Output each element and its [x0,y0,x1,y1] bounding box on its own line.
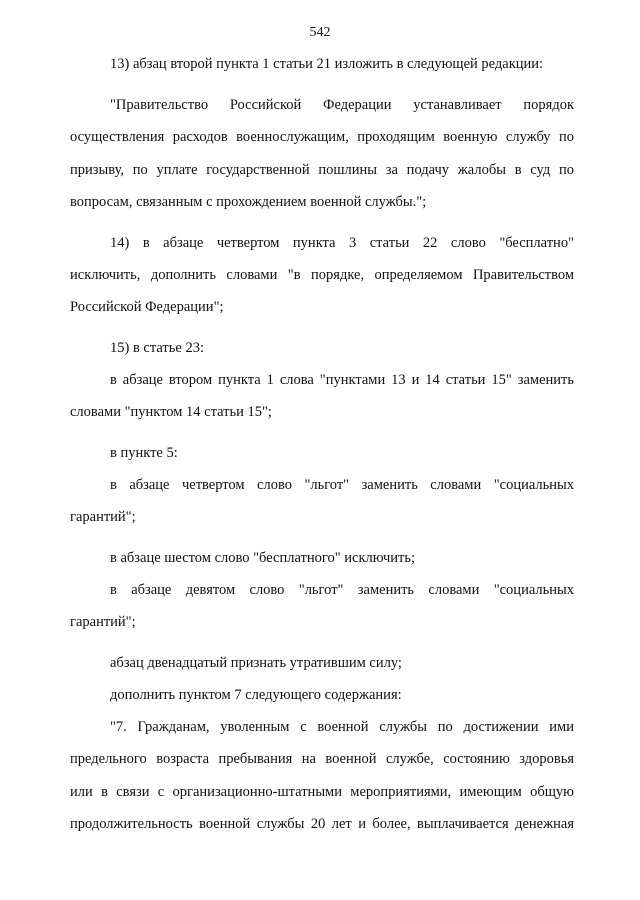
text-line: "Правительство Российской Федерации устанавливает порядок [110,97,574,113]
text-line: в абзаце шестом слово "бесплатного" исключить; [110,550,416,566]
text-line: в абзаце втором пункта 1 слова "пунктами 13 и 14 статьи 15" заменить [110,372,574,388]
text-line: гарантий"; [70,509,136,525]
text-line: гарантий"; [70,614,136,630]
text-line: 13) абзац второй пункта 1 статьи 21 изложить в следующей редакции: [110,56,544,72]
text-line: дополнить пунктом 7 следующего содержания: [110,687,402,703]
text-line: осуществления расходов военнослужащим, проходящим военную службу по [70,129,574,145]
text-line: абзац двенадцатый признать утратившим силу; [110,655,402,671]
text-line: вопросам, связанным с прохождением военной службы."; [70,194,427,210]
page-number: 542 [309,25,331,40]
text-line: продолжительность военной службы 20 лет и более, выплачивается денежная [70,816,574,832]
text-line: в пункте 5: [110,445,178,461]
text-line: призыву, по уплате государственной пошлины за подачу жалобы в суд по [70,162,574,178]
text-line: 14) в абзаце четвертом пункта 3 статьи 22 слово "бесплатно" [110,235,574,251]
text-line: в абзаце девятом слово "льгот" заменить словами "социальных [110,582,574,598]
text-line: "7. Гражданам, уволенным с военной службы по достижении ими [110,719,574,735]
text-line: словами "пунктом 14 статьи 15"; [70,404,272,420]
text-line: Российской Федерации"; [70,299,224,315]
text-line: предельного возраста пребывания на военной службе, состоянию здоровья [70,751,574,767]
text-line: 15) в статье 23: [110,340,204,356]
text-line: в абзаце четвертом слово "льгот" заменить словами "социальных [110,477,574,493]
text-line: или в связи с организационно-штатными мероприятиями, имеющим общую [70,784,574,800]
text-line: исключить, дополнить словами "в порядке, определяемом Правительством [70,267,574,283]
